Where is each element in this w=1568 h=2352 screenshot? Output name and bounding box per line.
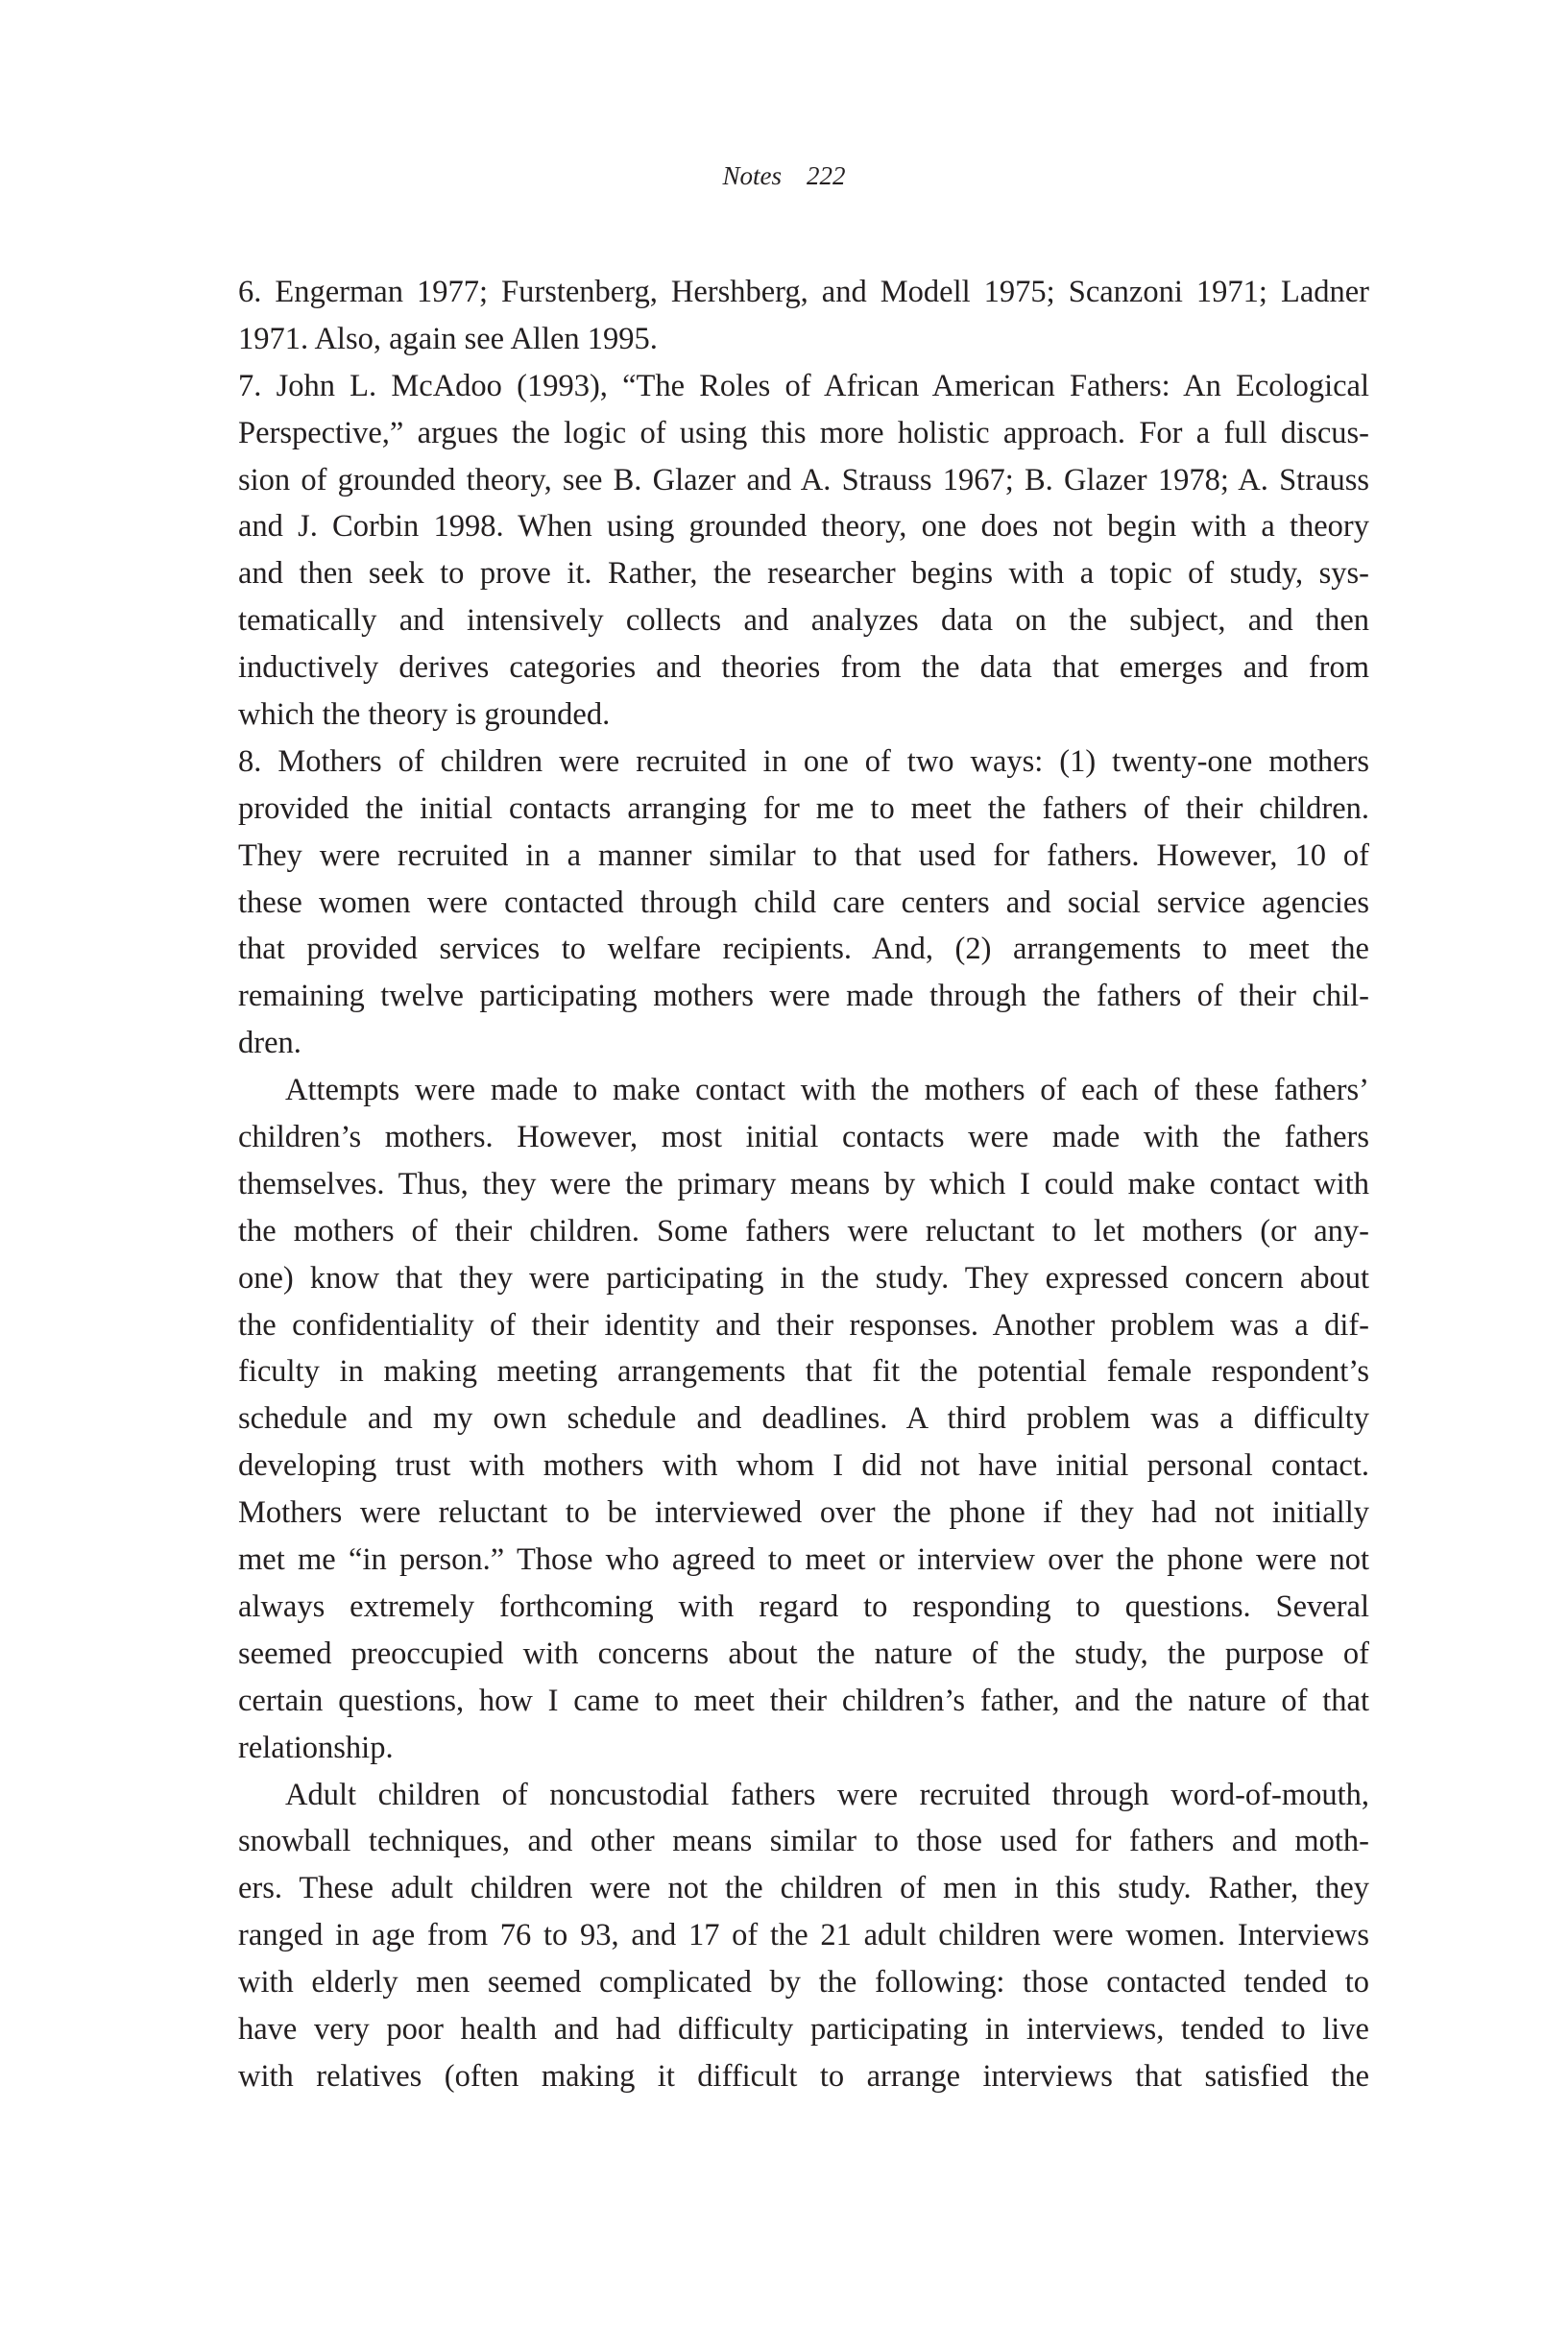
text-line: that provided services to welfare recipients. And, (2) arrangements to meet the [238,932,1369,967]
text-line: and then seek to prove it. Rather, the researcher begins with a topic of study, sys- [238,556,1369,592]
text-line: sion of grounded theory, see B. Glazer and A. Strauss 1967; B. Glazer 1978; A. Strauss [238,462,1369,497]
text-line: have very poor health and had difficulty participating in interviews, tended to live [238,2011,1369,2047]
note-8-paragraph-2 [238,1067,1369,1771]
text-line: seemed preoccupied with concerns about the nature of the study, the purpose of [238,1636,1369,1671]
text-line: ranged in age from 76 to 93, and 17 of the 21 adult children were women. Interviews [238,1918,1369,1953]
text-line: always extremely forthcoming with regard to responding to questions. Several [238,1588,1369,1624]
text-line: Mothers were reluctant to be interviewed over the phone if they had not initially [238,1495,1369,1531]
text-line: dren. [238,1026,302,1061]
text-line: Attempts were made to make contact with the mothers of each of these fathers’ [285,1073,1369,1108]
note-7 [238,363,1369,739]
text-line: ers. These adult children were not the children of men in this study. Rather, they [238,1871,1369,1906]
running-head-section: Notes [722,161,782,190]
text-line: inductively derives categories and theories from the data that emerges and from [238,650,1369,686]
text-line: remaining twelve participating mothers were made through the fathers of their chil- [238,979,1369,1014]
text-line: with elderly men seemed complicated by the following: those contacted tended to [238,1965,1369,2000]
text-line: with relatives (often making it difficult to arrange interviews that satisfied the [238,2058,1369,2094]
text-line: 1971. Also, again see Allen 1995. [238,321,658,356]
text-line: provided the initial contacts arranging for me to meet the fathers of their children. [238,790,1369,826]
note-8-paragraph-3 [238,1772,1369,2100]
text-line: met me “in person.” Those who agreed to meet or interview over the phone were not [238,1542,1369,1578]
note-8 [238,739,1369,1067]
text-line: 6. Engerman 1977; Furstenberg, Hershberg, and Modell 1975; Scanzoni 1971; Ladner [238,275,1369,309]
text-line: the mothers of their children. Some fathers were reluctant to let mothers (or any- [238,1213,1369,1249]
text-line: developing trust with mothers with whom I did not have initial personal contact. [238,1448,1369,1484]
text-line: one) know that they were participating in the study. They expressed concern about [238,1260,1369,1296]
text-line: themselves. Thus, they were the primary means by which I could make contact with [238,1166,1369,1201]
text-line: snowball techniques, and other means similar to those used for fathers and moth- [238,1824,1369,1859]
text-line: Perspective,” argues the logic of using this more holistic approach. For a full discus- [238,415,1369,450]
text-line: ficulty in making meeting arrangements that fit the potential female respondent’s [238,1354,1369,1390]
text-line: 7. John L. McAdoo (1993), “The Roles of African American Fathers: An Ecological [238,368,1369,403]
note-6 [238,269,1369,363]
text-line: Adult children of noncustodial fathers were recruited through word-of-mouth, [285,1777,1369,1812]
text-line: the confidentiality of their identity and their responses. Another problem was a dif- [238,1307,1369,1343]
notes-body [238,269,1369,2100]
text-line: certain questions, how I came to meet their children’s father, and the nature of that [238,1683,1369,1718]
text-line: schedule and my own schedule and deadlines. A third problem was a difficulty [238,1401,1369,1437]
text-line: and J. Corbin 1998. When using grounded theory, one does not begin with a theory [238,509,1369,545]
running-head [0,161,1568,191]
text-line: which the theory is grounded. [238,697,611,733]
text-line: 8. Mothers of children were recruited in one of two ways: (1) twenty-one mothers [238,743,1369,779]
text-line: these women were contacted through child care centers and social service agencies [238,885,1369,920]
text-line: They were recruited in a manner similar to that used for fathers. However, 10 of [238,837,1369,873]
page-number: 222 [807,161,846,190]
text-line: tematically and intensively collects and analyzes data on the subject, and then [238,603,1369,639]
text-line: children’s mothers. However, most initial contacts were made with the fathers [238,1120,1369,1155]
text-line: relationship. [238,1730,394,1765]
